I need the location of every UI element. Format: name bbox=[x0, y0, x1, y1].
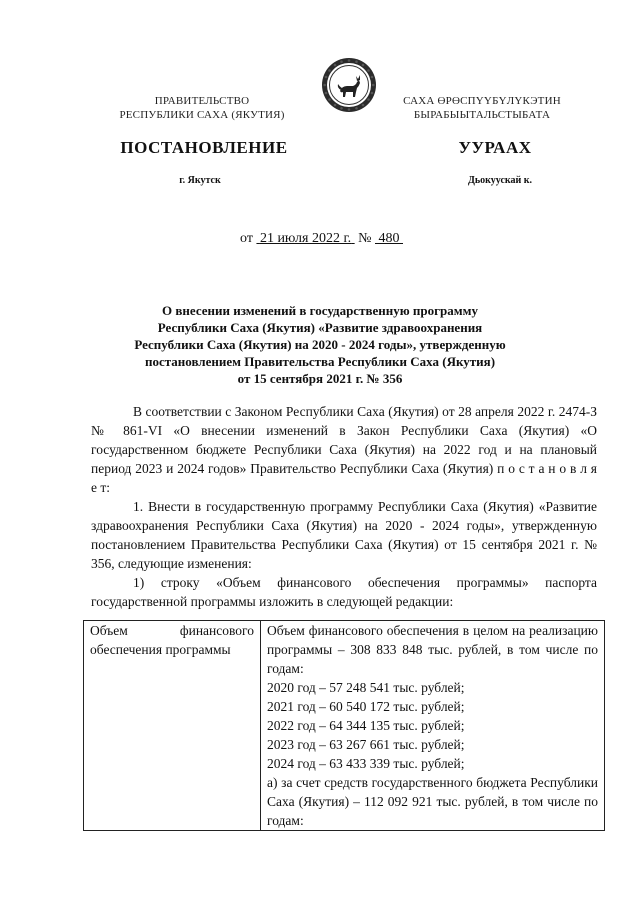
doc-type-ru: ПОСТАНОВЛЕНИЕ bbox=[120, 138, 288, 157]
decree-date: 21 июля 2022 г. bbox=[259, 231, 352, 246]
body-paragraph-item-1: 1. Внести в государственную программу Республики Саха (Якутия) «Развитие здравоохранения Республики Саха (Якутия) на 2020 - 2024 годы», утвержденную постановлением Правительства Республики Саха (Якутия) от 15 сентября 2021 г. № 356, следующие изменения: bbox=[91, 499, 597, 571]
header-org-ru bbox=[107, 94, 297, 122]
funding-year-2021: 2021 год – 60 540 172 тыс. рублей; bbox=[267, 699, 465, 714]
title-line-3: Республики Саха (Якутия) на 2020 - 2024 годы», утвержденную bbox=[134, 337, 506, 352]
org-ru-line-1: ПРАВИТЕЛЬСТВО bbox=[154, 95, 250, 107]
body-paragraph-subitem-1: 1) строку «Объем финансового обеспечения программы» паспорта государственной программы изложить в следующей редакции: bbox=[91, 575, 597, 609]
decree-number-line bbox=[240, 231, 440, 247]
org-ru-line-2: РЕСПУБЛИКИ САХА (ЯКУТИЯ) bbox=[119, 109, 285, 121]
city-ru: г. Якутск bbox=[179, 175, 221, 186]
title-line-4: постановлением Правительства Республики Саха (Якутия) bbox=[144, 354, 496, 369]
funding-label-cell bbox=[84, 621, 261, 831]
org-sah-line-1: САХА ӨРӨСПҮҮБҮЛҮКЭТИН bbox=[403, 95, 561, 107]
title-line-2: Республики Саха (Якутия) «Развитие здравоохранения bbox=[157, 320, 483, 335]
title-line-5: от 15 сентября 2021 г. № 356 bbox=[237, 371, 403, 386]
funding-table-row bbox=[84, 621, 605, 831]
decree-title bbox=[100, 302, 540, 387]
decree-number: 480 bbox=[378, 231, 400, 246]
funding-regional-budget: а) за счет средств государственного бюджета Республики Саха (Якутия) – 112 092 921 тыс. рублей, в том числе по годам: bbox=[267, 775, 598, 828]
funding-year-2023: 2023 год – 63 267 661 тыс. рублей; bbox=[267, 737, 465, 752]
decree-number-sign: № bbox=[358, 231, 372, 246]
funding-year-2024: 2024 год – 63 433 339 тыс. рублей; bbox=[267, 756, 465, 771]
body-paragraph-preamble: В соответствии с Законом Республики Саха (Якутия) от 28 апреля 2022 г. 2474-З № 861-VI «О внесении изменений в Закон Республики Саха (Якутия) «О государственном бюджете Республики Саха (Якутия) на 2022 год и на плановый период 2023 и 2024 годов» Правительство Республики Саха (Якутия) п о с т а н о в л я е т: bbox=[91, 404, 597, 495]
header-org-sah bbox=[387, 94, 577, 122]
decree-prefix: от bbox=[240, 231, 253, 246]
funding-year-2020: 2020 год – 57 248 541 тыс. рублей; bbox=[267, 680, 465, 695]
decree-body bbox=[91, 402, 597, 611]
funding-total: Объем финансового обеспечения в целом на реализацию программы – 308 833 848 тыс. рублей, в том числе по годам: bbox=[267, 623, 598, 676]
city-sah: Дьокуускай к. bbox=[467, 175, 533, 186]
doc-type-sah: УУРААХ bbox=[458, 138, 532, 157]
funding-year-2022: 2022 год – 64 344 135 тыс. рублей; bbox=[267, 718, 465, 733]
funding-label-line-2: обеспечения программы bbox=[90, 642, 231, 657]
funding-label-line-1: Объем финансового bbox=[90, 623, 254, 638]
funding-value-cell bbox=[261, 621, 605, 831]
coat-of-arms-icon bbox=[320, 56, 378, 114]
title-line-1: О внесении изменений в государственную программу bbox=[162, 303, 478, 318]
funding-table bbox=[83, 620, 605, 831]
org-sah-line-2: БЫРАБЫЫТАЛЬСТЫБАТА bbox=[413, 109, 551, 121]
